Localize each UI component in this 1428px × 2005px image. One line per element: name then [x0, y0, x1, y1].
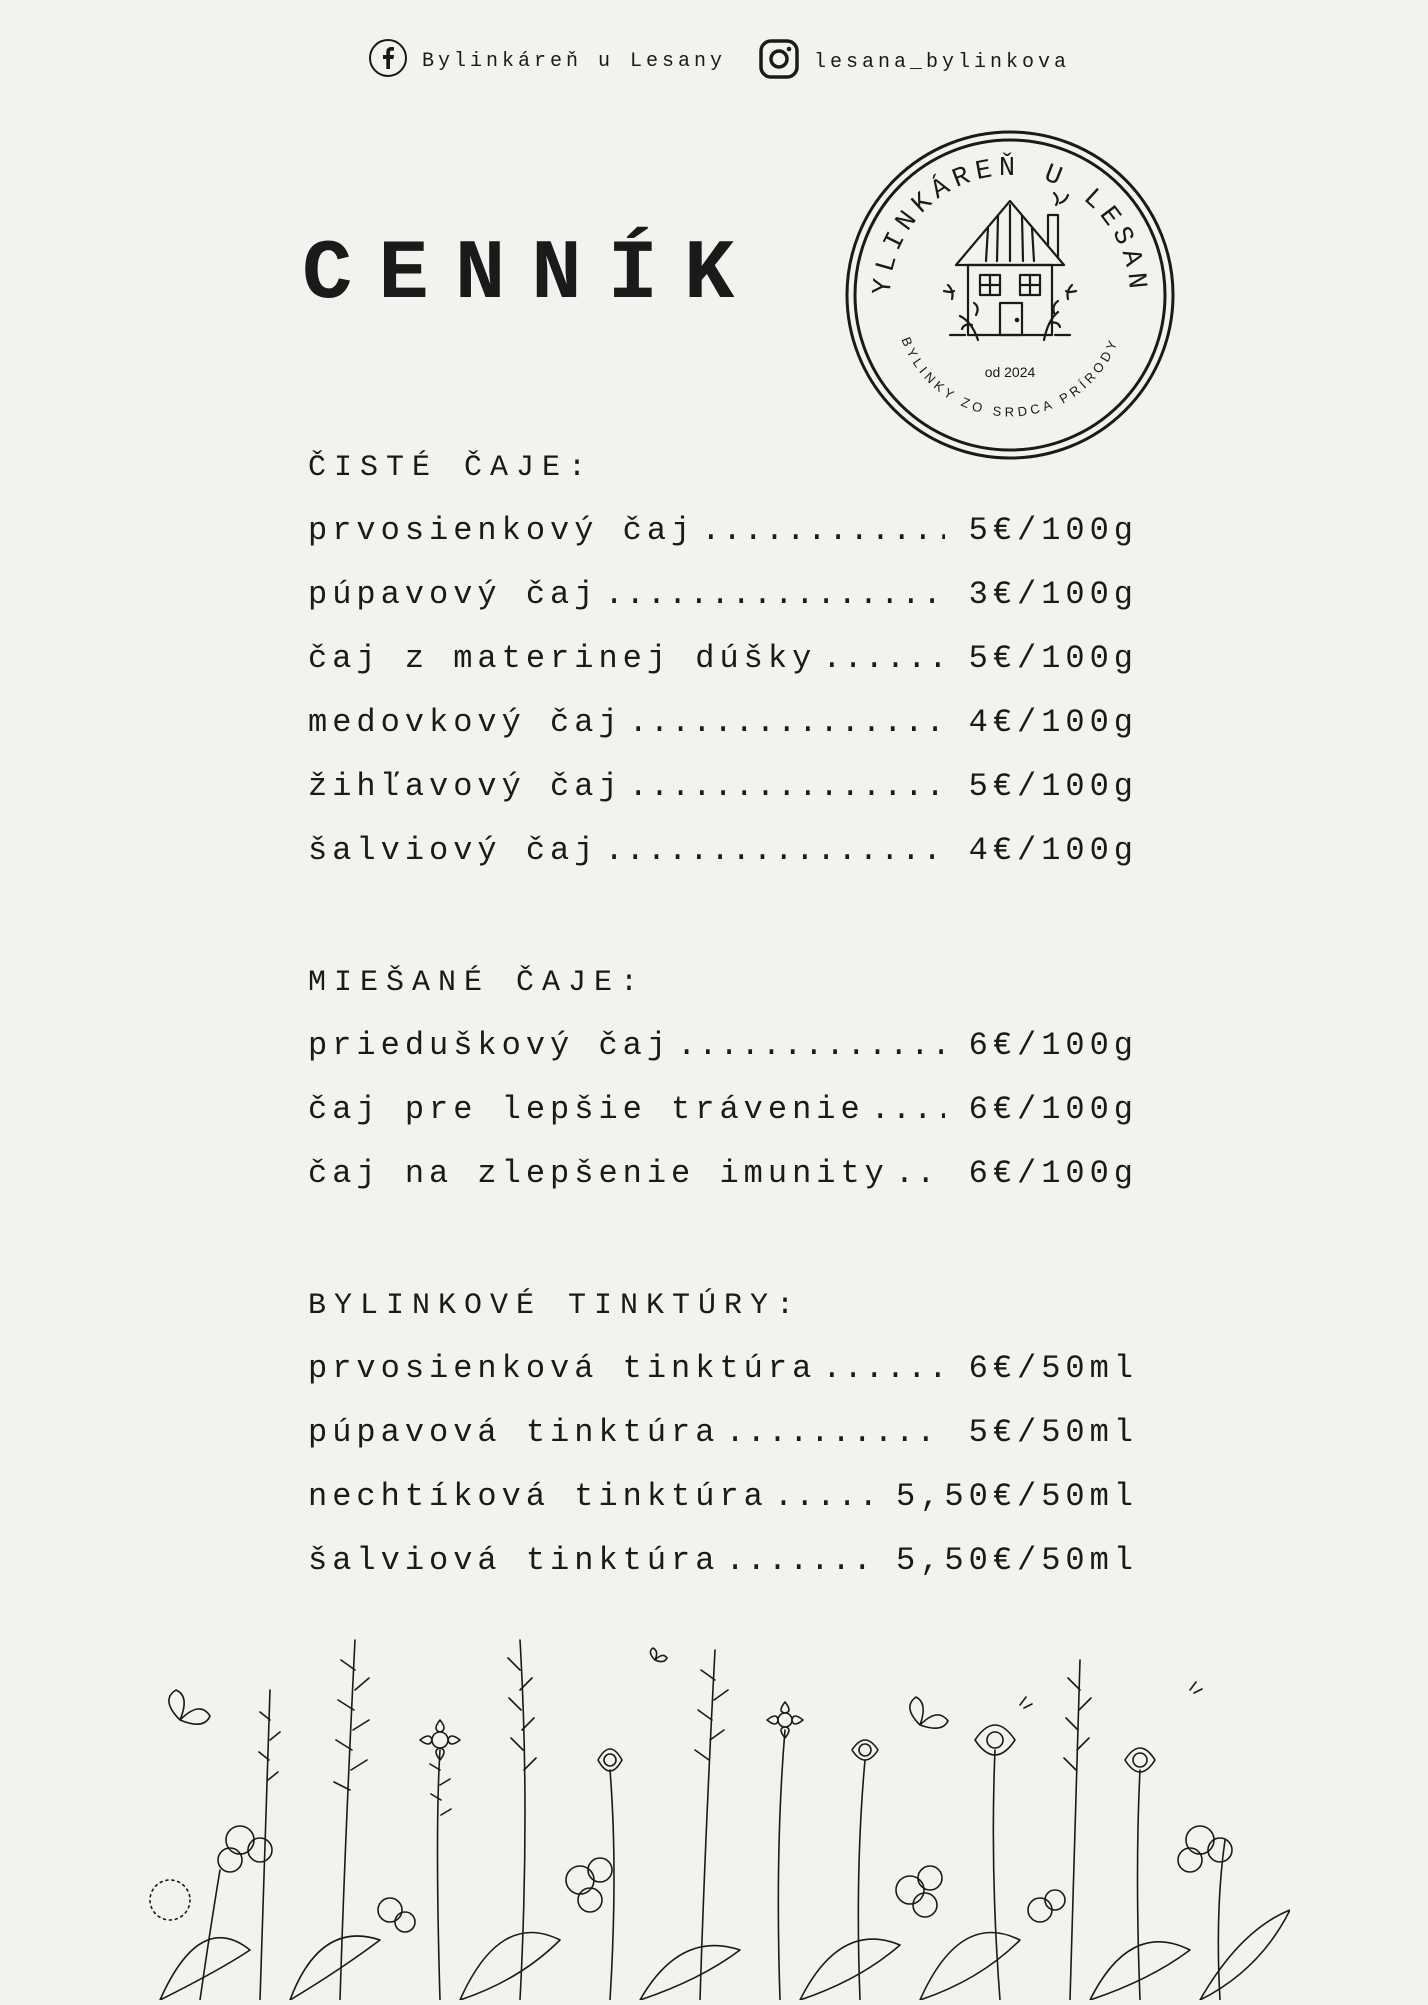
section-title: BYLINKOVÉ TINKTÚRY: [308, 1289, 803, 1323]
item-price: 5€/50ml [968, 1414, 1138, 1451]
leader-dots [604, 576, 944, 613]
leader-dots [822, 1350, 944, 1387]
item-name: čaj pre lepšie trávenie [308, 1091, 865, 1128]
price-row [308, 1027, 1138, 1091]
section-herbal-tinctures [308, 1286, 1138, 1606]
item-name: prvosienkový čaj [308, 512, 696, 549]
page-title: CENNÍK [302, 228, 761, 323]
logo-since: od 2024 [984, 364, 1036, 380]
price-row [308, 1155, 1138, 1219]
item-price: 5€/100g [968, 768, 1138, 805]
leader-dots [629, 704, 945, 741]
item-price: 5€/100g [968, 640, 1138, 677]
item-price: 6€/100g [968, 1091, 1138, 1128]
wildflower-meadow-illustration [140, 1610, 1290, 2005]
leader-dots [725, 1414, 944, 1451]
facebook-name: Bylinkáreň u Lesany [422, 50, 727, 73]
item-price: 6€/100g [968, 1155, 1138, 1192]
instagram-link[interactable] [758, 38, 1070, 87]
item-name: púpavová tinktúra [308, 1414, 720, 1451]
item-price: 5,50€/50ml [895, 1542, 1138, 1579]
item-name: čaj na zlepšenie imunity [308, 1155, 889, 1192]
section-title: ČISTÉ ČAJE: [308, 451, 595, 485]
item-price: 6€/100g [968, 1027, 1138, 1064]
leader-dots [629, 768, 945, 805]
price-row [308, 704, 1138, 768]
item-price: 4€/100g [968, 832, 1138, 869]
house-icon [944, 193, 1076, 340]
price-row [308, 1350, 1138, 1414]
leader-dots [822, 640, 944, 677]
leader-dots [701, 512, 944, 549]
price-row [308, 1414, 1138, 1478]
leader-dots [774, 1478, 872, 1515]
leader-dots [725, 1542, 872, 1579]
logo-top-text: YLINKÁREŇ U LESAN [868, 154, 1152, 297]
item-price: 5€/100g [968, 512, 1138, 549]
item-price: 5,50€/50ml [895, 1478, 1138, 1515]
logo-bottom-text: BYLINKY ZO SRDCA PRÍRODY [898, 334, 1122, 420]
instagram-handle: lesana_bylinkova [814, 51, 1071, 74]
price-row [308, 1542, 1138, 1606]
item-name: čaj z materinej dúšky [308, 640, 817, 677]
price-row [308, 640, 1138, 704]
item-name: prvosienková tinktúra [308, 1350, 817, 1387]
leader-dots [604, 832, 944, 869]
item-name: nechtíková tinktúra [308, 1478, 768, 1515]
item-name: žihľavový čaj [308, 768, 623, 805]
instagram-icon [758, 38, 800, 87]
section-pure-teas [308, 448, 1138, 896]
section-mixed-teas [308, 963, 1138, 1219]
shop-logo [840, 125, 1180, 470]
leader-dots [677, 1027, 945, 1064]
item-price: 6€/50ml [968, 1350, 1138, 1387]
item-name: šalviová tinktúra [308, 1542, 720, 1579]
item-price: 3€/100g [968, 576, 1138, 613]
item-name: šalviový čaj [308, 832, 599, 869]
price-row [308, 512, 1138, 576]
facebook-icon [368, 38, 408, 85]
leader-dots [895, 1155, 945, 1192]
price-row [308, 1091, 1138, 1155]
item-name: medovkový čaj [308, 704, 623, 741]
price-row [308, 576, 1138, 640]
leader-dots [871, 1091, 945, 1128]
price-row [308, 832, 1138, 896]
price-row [308, 768, 1138, 832]
price-row [308, 1478, 1138, 1542]
facebook-link[interactable] [368, 38, 726, 85]
item-name: prieduškový čaj [308, 1027, 672, 1064]
item-price: 4€/100g [968, 704, 1138, 741]
item-name: púpavový čaj [308, 576, 599, 613]
section-title: MIEŠANÉ ČAJE: [308, 966, 647, 1000]
